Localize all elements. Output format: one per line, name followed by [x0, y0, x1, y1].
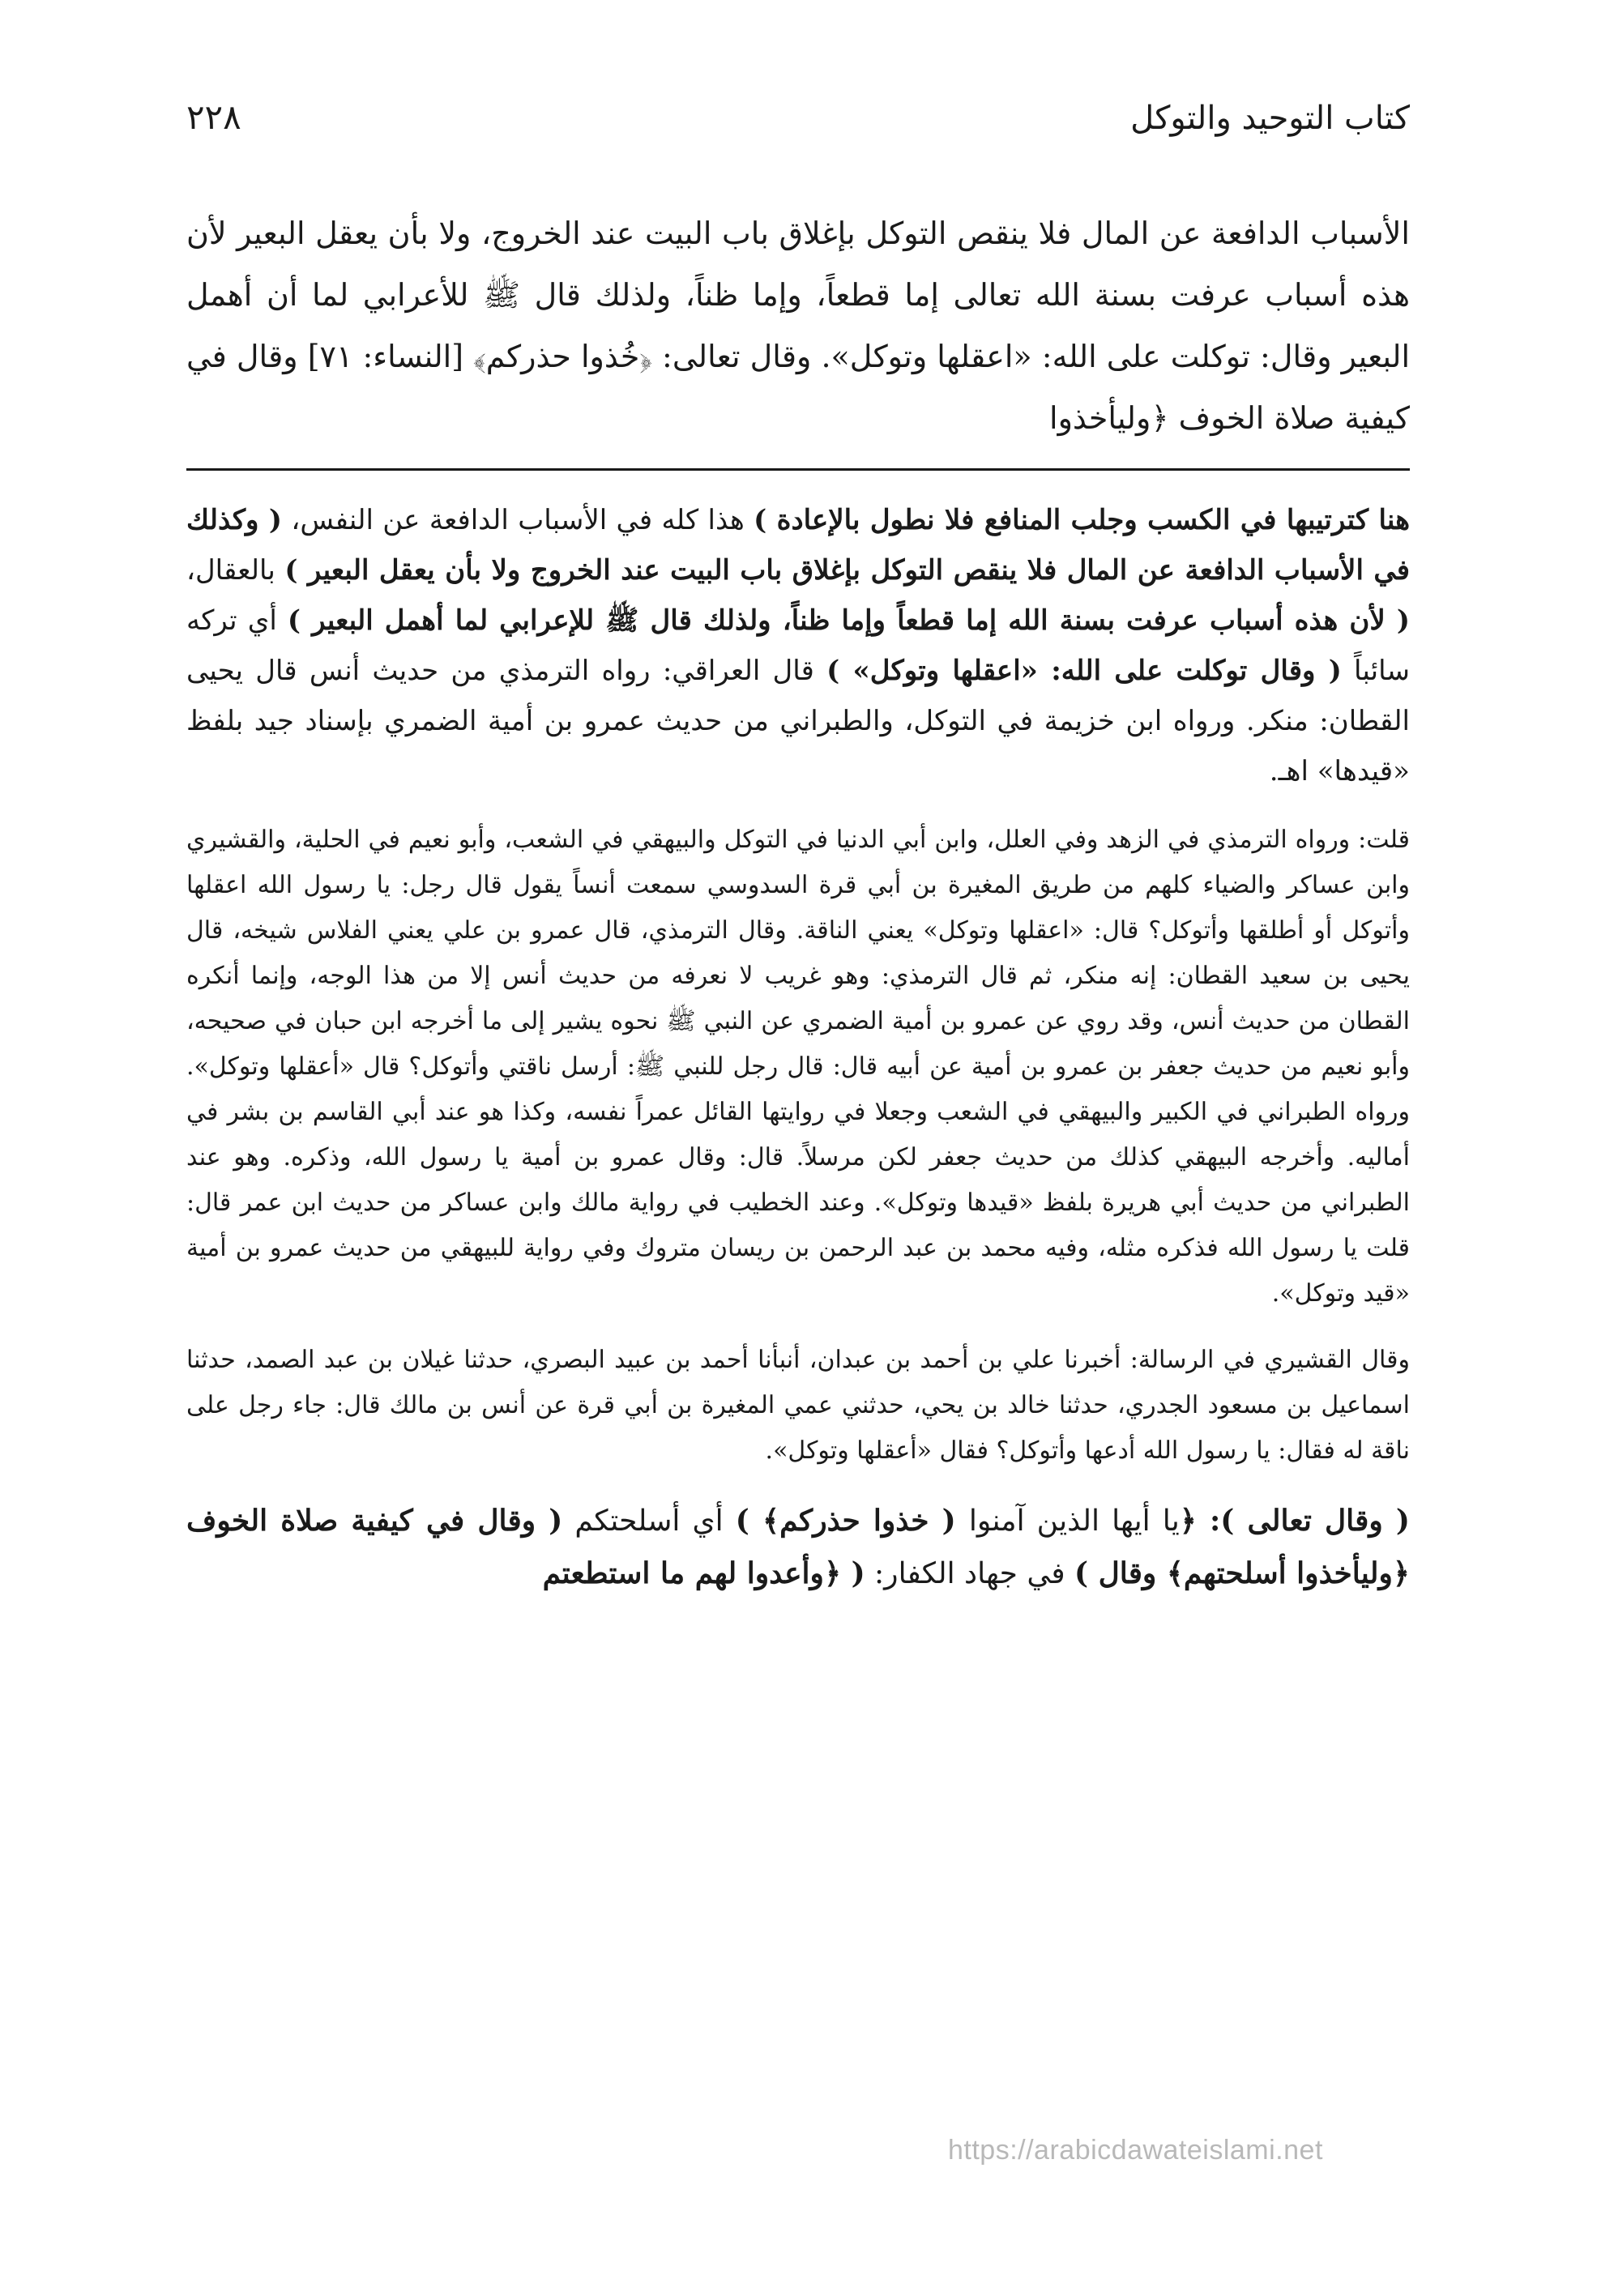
text-segment: ( وقال توكلت على الله: «اعقلها وتوكل» ) [826, 655, 1342, 687]
text-segment: في جهاد الكفار: [865, 1557, 1074, 1590]
book-page [186, 97, 1410, 2204]
text-segment: ( وقال تعالى ): ﴿ [1179, 1504, 1410, 1538]
text-segment: أي تركه سائباً [186, 604, 1410, 687]
commentary-paragraph-2: قلت: ورواه الترمذي في الزهد وفي العلل، وابن أبي الدنيا في التوكل والبيهقي في الشعب، وأبو نعيم في الحلية، والقشيري وابن عساكر والضياء كلهم من طريق المغيرة بن أبي قرة السدوسي سمعت أنساً يقول قال رجل: يا رسول الله اعقلها وأتوكل أو أطلقها وأتوكل؟ قال: «اعقلها وتوكل» يعني الناقة. وقال الترمذي، قال عمرو بن علي يعني الفلاس شيخه، قال يحيى بن سعيد القطان: إنه منكر، ثم قال الترمذي: وهو غريب لا نعرفه من حديث أنس إلا من هذا الوجه، وإنما أنكره القطان من حديث أنس، وقد روي عن عمرو بن أمية الضمري عن النبي ﷺ نحوه يشير إلى ما أخرجه ابن حبان في صحيحه، وأبو نعيم من حديث جعفر بن عمرو بن أمية عن أبيه قال: قال رجل للنبي ﷺ: أرسل ناقتي وأتوكل؟ قال «أعقلها وتوكل». ورواه الطبراني في الكبير والبيهقي في الشعب وجعلا في روايتها القائل عمراً نفسه، وكذا هو عند أبي القاسم بن بشر في أماليه. وأخرجه البيهقي كذلك من حديث جعفر لكن مرسلاً. قال: وقال عمرو بن أمية يا رسول الله، وذكره. وهو عند الطبراني من حديث أبي هريرة بلفظ «قيدها وتوكل». وعند الخطيب في رواية مالك وابن عساكر من حديث ابن عمر قال: قلت يا رسول الله فذكره مثله، وفيه محمد بن عبد الرحمن بن ريسان متروك وفي رواية للبيهقي من حديث عمرو بن أمية «قيد وتوكل». [186, 826, 1410, 1308]
watermark: https://arabicdawateislami.net [948, 2135, 1323, 2166]
running-title: كتاب التوحيد والتوكل [1130, 100, 1410, 137]
page-number: ٢٢٨ [186, 97, 241, 137]
text-segment: بالعقال، [186, 554, 285, 587]
text-segment: ( لأن هذه أسباب عرفت بسنة الله إما قطعاً وإما ظناً، ولذلك قال ﷺ للإعرابي لما أهمل البعير ) [287, 604, 1410, 637]
commentary-paragraph-1 [186, 495, 1410, 796]
commentary-paragraph-3: وقال القشيري في الرسالة: أخبرنا علي بن أحمد بن عبدان، أنبأنا أحمد بن عبيد البصري، حدثنا غيلان بن عبد الصمد، حدثنا اسماعيل بن مسعود الجدري، حدثنا خالد بن يحي، حدثني عمي المغيرة بن أبي قرة عن أنس بن مالك قال: جاء رجل على ناقة له فقال: يا رسول الله أدعها وأتوكل؟ فقال «أعقلها وتوكل». [186, 1346, 1410, 1465]
footnote-divider [186, 468, 1410, 471]
text-segment: يا أيها الذين آمنوا [968, 1504, 1180, 1538]
main-text: الأسباب الدافعة عن المال فلا ينقص التوكل بإغلاق باب البيت عند الخروج، ولا بأن يعقل البعير لأن هذه أسباب عرفت بسنة الله تعالى إما قطعاً، وإما ظناً، ولذلك قال ﷺ للأعرابي لما أن أهمل البعير وقال: توكلت على الله: «اعقلها وتوكل». وقال تعالى: ﴿خُذوا حذركم﴾ [النساء: ٧١] وقال في كيفية صلاة الخوف ﴿وليأخذوا [186, 216, 1410, 436]
page-header [186, 97, 1410, 162]
text-segment: ( وكذلك في الأسباب الدافعة عن المال فلا ينقص التوكل بإغلاق باب البيت عند الخروج ولا بأن يعقل البعير ) [186, 504, 1410, 587]
text-segment: ( ﴿وأعدوا لهم ما استطعتم [542, 1556, 865, 1590]
text-segment: هنا كترتيبها في الكسب وجلب المنافع فلا نطول بالإعادة ) [754, 504, 1411, 536]
commentary-paragraph-4 [186, 1495, 1410, 1600]
text-segment: قال العراقي: رواه الترمذي من حديث أنس قال يحيى القطان: منكر. ورواه ابن خزيمة في التوكل، والطبراني من حديث عمرو بن أمية الضمري بإسناد جيد بلفظ «قيدها» اهـ. [186, 655, 1410, 787]
commentary [186, 495, 1410, 1600]
text-segment: ( خذوا حذركم﴾ ) [735, 1504, 969, 1538]
text-segment: ( وقال في كيفية صلاة الخوف ﴿وليأخذوا أسلحتهم﴾ وقال ) [186, 1504, 1410, 1590]
text-segment: أي أسلحتكم [562, 1504, 736, 1538]
text-segment: هذا كله في الأسباب الدافعة عن النفس، [281, 504, 754, 536]
